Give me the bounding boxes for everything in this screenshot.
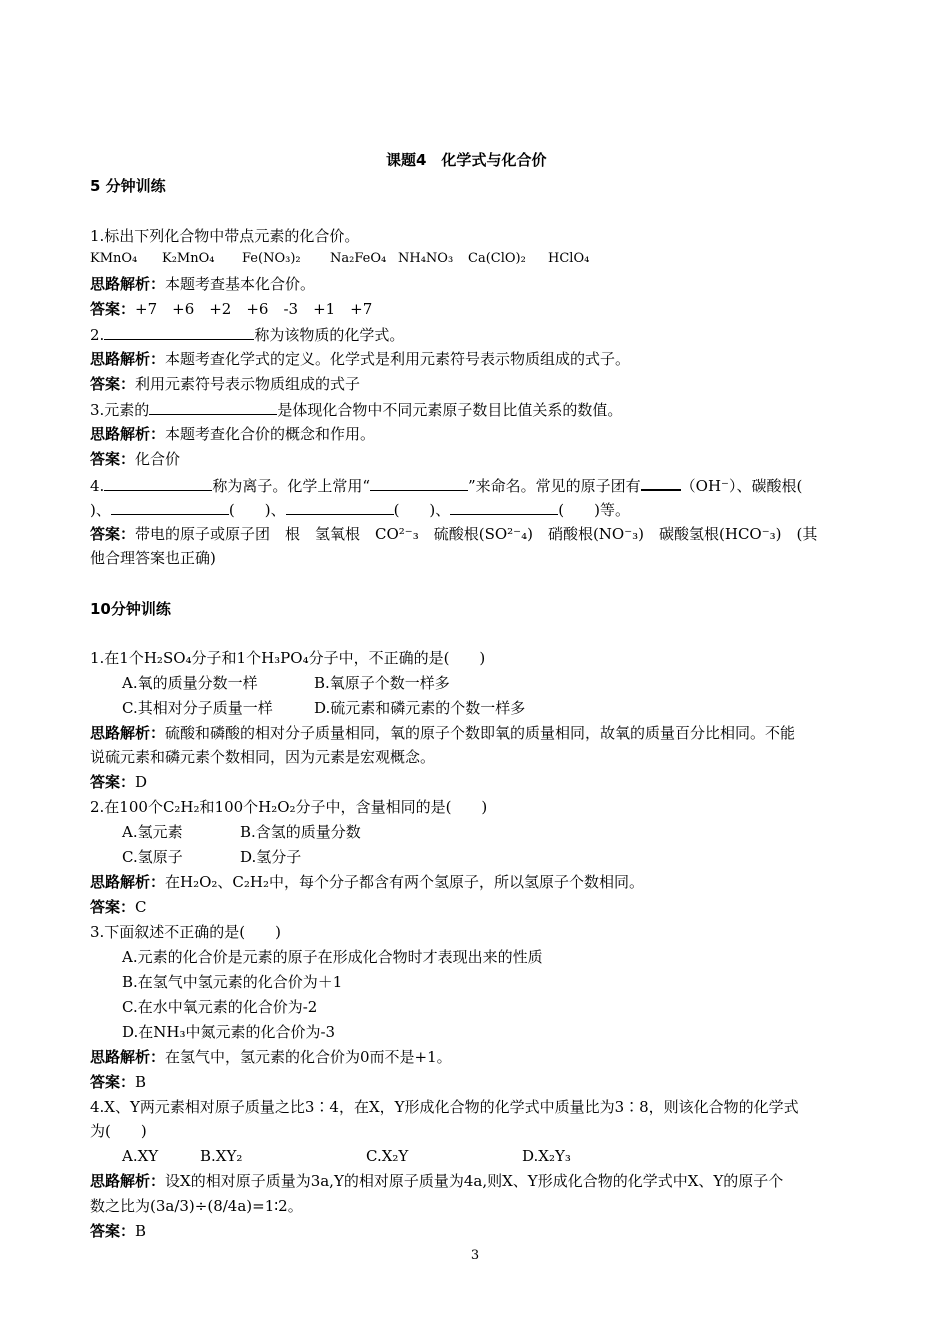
fill-blank [111, 498, 229, 515]
q1-answer: 答案：+7 +6 +2 +6 -3 +1 +7 [90, 300, 373, 318]
compound: Na₂FeO₄ [330, 251, 387, 266]
m3-option-b: B.在氢气中氢元素的化合价为＋1 [122, 973, 343, 991]
m3-option-c: C.在水中氧元素的化合价为-2 [122, 998, 318, 1016]
compound: Fe(NO₃)₂ [242, 251, 301, 266]
q1-analysis: 思路解析：本题考查基本化合价。 [90, 275, 316, 293]
m4-analysis-line2: 数之比为(3a/3)÷(8/4a)=1∶2。 [90, 1197, 303, 1215]
m1-options-row1: A.氧的质量分数一样 B.氧原子个数一样多 [122, 674, 450, 692]
q4-stem-line2: )、 ( )、 ( )、 ( )等。 [90, 498, 630, 521]
m2-answer: 答案：C [90, 898, 147, 916]
q4-answer-line2: 他合理答案也正确) [90, 549, 216, 567]
page-number: 3 [470, 1248, 480, 1263]
m4-stem-line2: 为( ) [90, 1122, 147, 1140]
m4-stem-line1: 4.X、Y两元素相对原子质量之比3∶4，在X，Y形成化合物的化学式中质量比为3∶8，则该化合物的化学式 [90, 1098, 799, 1116]
m2-stem: 2.在100个C₂H₂和100个H₂O₂分子中，含量相同的是( ) [90, 798, 488, 816]
fill-blank [641, 473, 681, 491]
fill-blank [286, 498, 394, 515]
m2-options-row2: C.氢原子 D.氢分子 [122, 848, 302, 866]
section-10min: 10分钟训练 [90, 600, 171, 618]
m1-analysis-line1: 思路解析：硫酸和磷酸的相对分子质量相同，氧的原子个数即氧的质量相同，故氧的质量百分比相同。不能 [90, 724, 796, 742]
fill-blank [149, 398, 277, 415]
m1-stem: 1.在1个H₂SO₄分子和1个H₃PO₄分子中，不正确的是( ) [90, 649, 486, 667]
m4-options: A.XY B.XY₂ C.X₂Y D.X₂Y₃ [122, 1147, 571, 1165]
compound: NH₄NO₃ [398, 251, 454, 266]
m3-option-a: A.元素的化合价是元素的原子在形成化合物时才表现出来的性质 [122, 948, 543, 966]
m2-options-row1: A.氢元素 B.含氢的质量分数 [122, 823, 361, 841]
q2-analysis: 思路解析：本题考查化学式的定义。化学式是利用元素符号表示物质组成的式子。 [90, 350, 631, 368]
m3-answer: 答案：B [90, 1073, 147, 1091]
m3-option-d: D.在NH₃中氮元素的化合价为-3 [122, 1023, 336, 1041]
q3-answer: 答案：化合价 [90, 450, 181, 468]
q1-compounds [90, 248, 608, 270]
m2-analysis: 思路解析：在H₂O₂、C₂H₂中，每个分子都含有两个氢原子，所以氢原子个数相同。 [90, 873, 645, 891]
compound: KMnO₄ [90, 251, 138, 266]
m1-options-row2: C.其相对分子质量一样 D.硫元素和磷元素的个数一样多 [122, 699, 526, 717]
m4-answer: 答案：B [90, 1222, 147, 1240]
q2-stem: 2. 称为该物质的化学式。 [90, 323, 404, 346]
section-5min: 5 分钟训练 [90, 177, 166, 195]
fill-blank [370, 474, 468, 491]
q4-answer-line1: 答案：带电的原子或原子团 根 氢氧根 CO²⁻₃ 硫酸根(SO²⁻₄) 硝酸根(NO⁻₃) 碳酸氢根(HCO⁻₃) (其 [90, 525, 818, 543]
compound: HClO₄ [548, 251, 590, 266]
compound: K₂MnO₄ [162, 251, 215, 266]
q2-answer: 答案：利用元素符号表示物质组成的式子 [90, 375, 361, 393]
q3-analysis: 思路解析：本题考查化合价的概念和作用。 [90, 425, 376, 443]
m1-analysis-line2: 说硫元素和磷元素个数相同，因为元素是宏观概念。 [90, 748, 436, 766]
fill-blank [450, 498, 558, 515]
q4-stem-line1: 4. 称为离子。化学上常用“ ”来命名。常见的原子团有 （OH⁻）、碳酸根( [90, 473, 802, 497]
m3-stem: 3.下面叙述不正确的是( ) [90, 923, 282, 941]
q1-stem: 1.标出下列化合物中带点元素的化合价。 [90, 227, 360, 245]
m4-analysis-line1: 思路解析：设X的相对原子质量为3a,Y的相对原子质量为4a,则X、Y形成化合物的化学式中X、Y的原子个 [90, 1172, 784, 1190]
q3-stem: 3.元素的 是体现化合物中不同元素原子数目比值关系的数值。 [90, 398, 622, 421]
fill-blank [104, 323, 254, 340]
m1-answer: 答案：D [90, 773, 148, 791]
page-title: 课题4 化学式与化合价 [386, 151, 547, 169]
fill-blank [104, 474, 212, 491]
compound: Ca(ClO)₂ [468, 251, 526, 266]
m3-analysis: 思路解析：在氢气中，氢元素的化合价为0而不是+1。 [90, 1048, 452, 1066]
